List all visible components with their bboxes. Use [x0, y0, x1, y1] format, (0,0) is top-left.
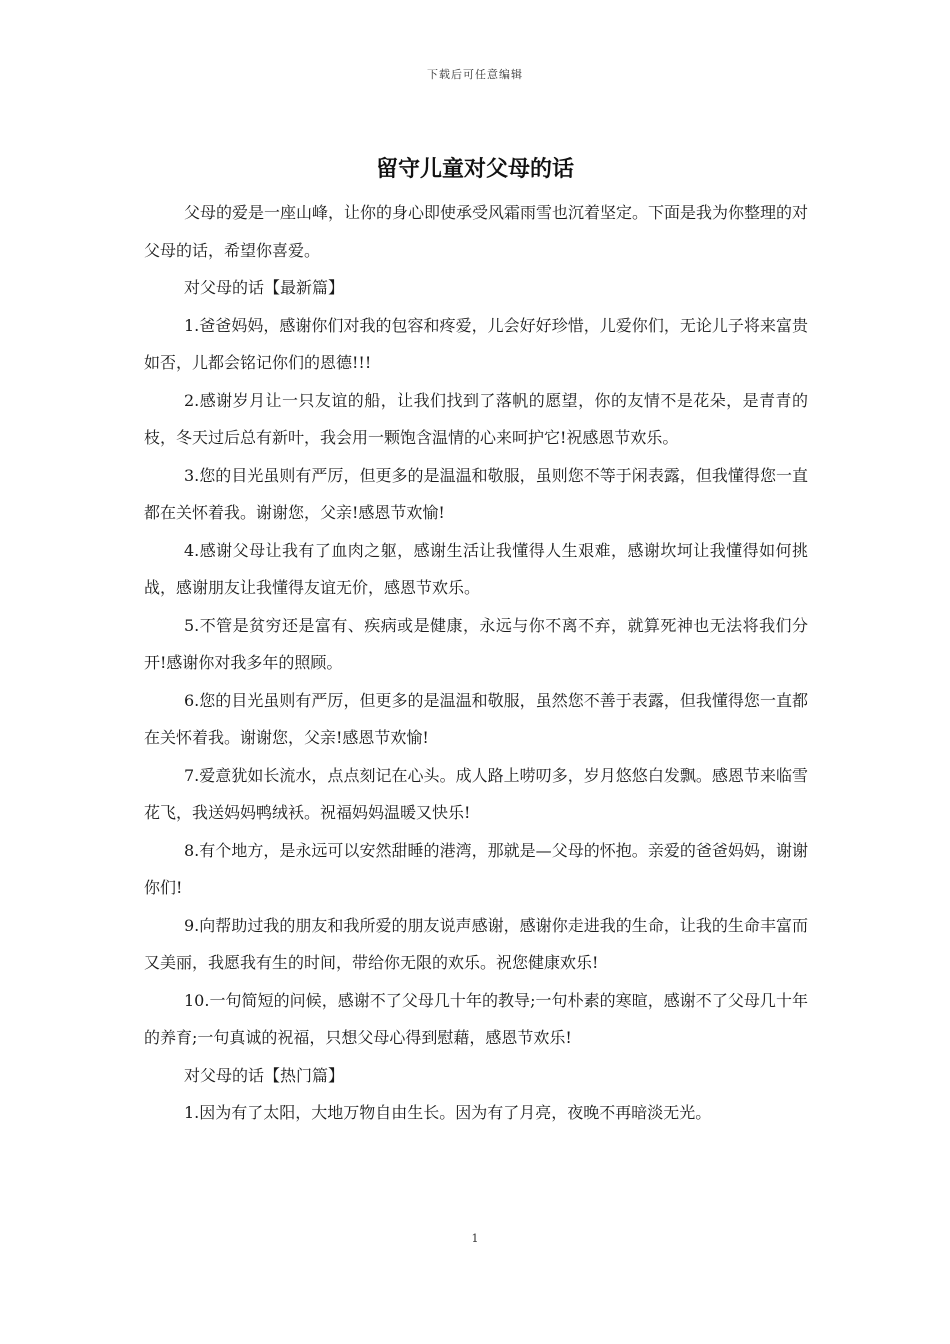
paragraph-item: 3.您的目光虽则有严厉，但更多的是温温和敬服，虽则您不等于闲表露，但我懂得您一直都在关怀着我。谢谢您，父亲!感恩节欢愉!: [144, 465, 808, 522]
paragraph-item: 10.一句简短的问候，感谢不了父母几十年的教导;一句朴素的寒暄，感谢不了父母几十年的养育;一句真诚的祝福，只想父母心得到慰藉，感恩节欢乐!: [144, 990, 808, 1047]
paragraph-item: 5.不管是贫穷还是富有、疾病或是健康，永远与你不离不弃，就算死神也无法将我们分开!感谢你对我多年的照顾。: [144, 615, 808, 672]
paragraph-item: 7.爱意犹如长流水，点点刻记在心头。成人路上唠叨多，岁月悠悠白发飘。感恩节来临雪花飞，我送妈妈鸭绒袄。祝福妈妈温暖又快乐!: [144, 765, 808, 822]
paragraph-item: 4.感谢父母让我有了血肉之躯，感谢生活让我懂得人生艰难，感谢坎坷让我懂得如何挑战，感谢朋友让我懂得友谊无价，感恩节欢乐。: [144, 540, 808, 597]
paragraph-item: 8.有个地方，是永远可以安然甜睡的港湾，那就是—父母的怀抱。亲爱的爸爸妈妈，谢谢你们!: [144, 840, 808, 897]
section-heading-popular: 对父母的话【热门篇】: [184, 1065, 345, 1085]
section-heading-latest: 对父母的话【最新篇】: [184, 278, 345, 297]
document-title: 留守儿童对父母的话: [375, 157, 574, 182]
paragraph-item: 1.爸爸妈妈，感谢你们对我的包容和疼爱，儿会好好珍惜，儿爱你们，无论儿子将来富贵如否，儿都会铭记你们的恩德!!!: [144, 315, 808, 372]
document-body: [144, 194, 808, 1132]
page-number: 1: [471, 1232, 479, 1245]
paragraph-intro: 父母的爱是一座山峰，让你的身心即使承受风霜雨雪也沉着坚定。下面是我为你整理的对父母的话，希望你喜爱。: [144, 203, 809, 260]
paragraph-item: 9.向帮助过我的朋友和我所爱的朋友说声感谢，感谢你走进我的生命，让我的生命丰富而又美丽，我愿我有生的时间，带给你无限的欢乐。祝您健康欢乐!: [144, 915, 808, 972]
header-note: 下载后可任意编辑: [427, 68, 523, 81]
paragraph-item: 1.因为有了太阳，大地万物自由生长。因为有了月亮，夜晚不再暗淡无光。: [184, 1103, 712, 1122]
paragraph-item: 2.感谢岁月让一只友谊的船，让我们找到了落帆的愿望，你的友情不是花朵，是青青的枝，冬天过后总有新叶，我会用一颗饱含温情的心来呵护它!祝感恩节欢乐。: [144, 390, 808, 447]
paragraph-item: 6.您的目光虽则有严厉，但更多的是温温和敬服，虽然您不善于表露，但我懂得您一直都在关怀着我。谢谢您，父亲!感恩节欢愉!: [144, 690, 808, 747]
